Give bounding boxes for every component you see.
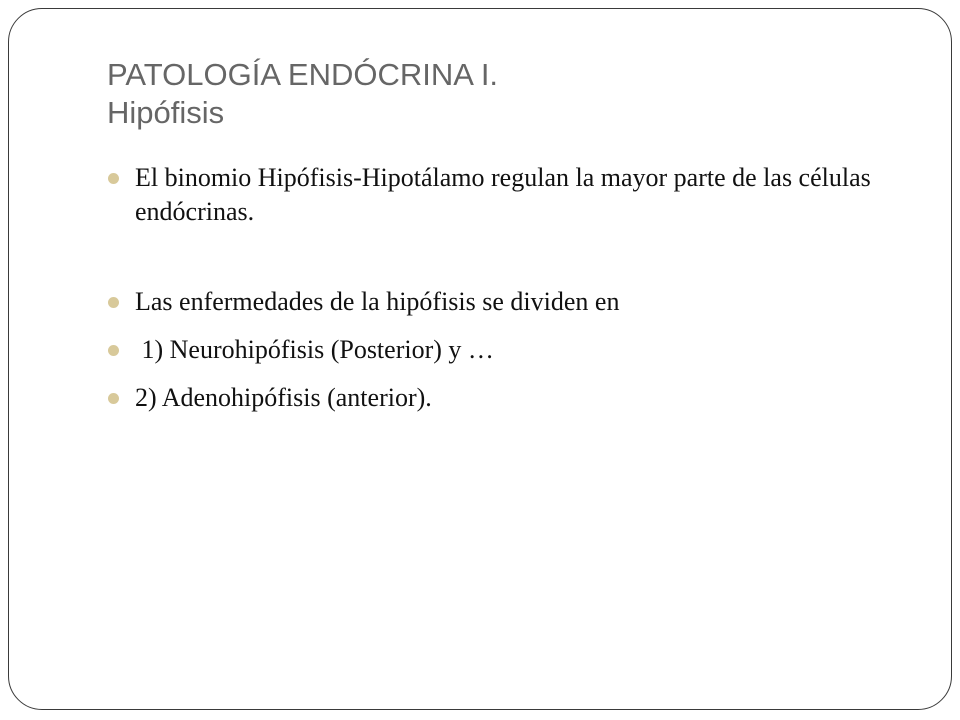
bullet-text-neurohipofisis: 1) Neurohipófisis (Posterior) y … <box>135 335 494 364</box>
bullet-text-adenohipofisis: 2) Adenohipófisis (anterior). <box>135 383 432 412</box>
slide-title-line-2: Hipófisis <box>107 95 225 130</box>
bullet-item-neurohipofisis <box>105 333 895 367</box>
bullet-text-binomio: El binomio Hipófisis-Hipotálamo regulan la mayor parte de las células endócrinas. <box>135 163 871 226</box>
slide-title <box>107 56 867 132</box>
bullet-item-enfermedades <box>105 285 895 319</box>
bullet-list <box>105 161 895 415</box>
bullet-item-adenohipofisis <box>105 381 895 415</box>
slide-title-line-1: PATOLOGÍA ENDÓCRINA I. <box>107 57 499 92</box>
bullet-text-enfermedades: Las enfermedades de la hipófisis se dividen en <box>135 287 620 316</box>
bullet-item-binomio <box>105 161 895 229</box>
